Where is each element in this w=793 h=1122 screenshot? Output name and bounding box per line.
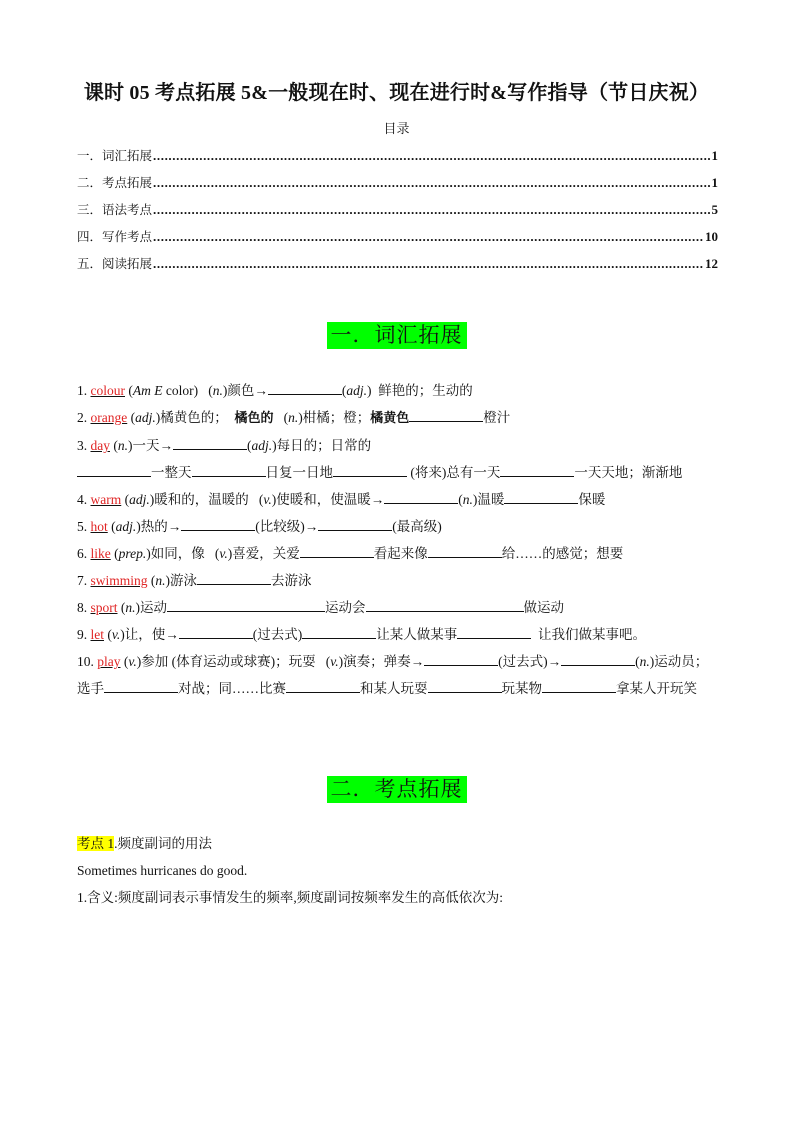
text-run: 7. [77,573,91,588]
headword: play [97,654,121,669]
answer-blank [192,462,266,477]
answer-blank [302,624,376,639]
text-run: 一整天 [151,465,192,480]
answer-blank [268,380,342,395]
text-run: 给……的感觉；想要 [501,546,624,561]
text-run: 玩某物 [501,681,542,696]
text-run: ( [120,654,129,669]
text-run: (将来)总有一天 [407,465,501,480]
text-run: ) 鲜艳的；生动的 [367,383,473,398]
toc-entry[interactable] [77,223,718,250]
italic-label: n. [125,600,136,615]
section-1-heading-wrap [0,322,793,349]
toc-dot-leader [153,250,704,277]
toc-dot-leader [153,196,710,223]
answer-blank [424,651,498,666]
text-run: )如同，像 ( [146,546,220,561]
text-run: ( [125,383,133,398]
headword: warm [90,492,122,507]
text-run: )参加 (体育运动或球赛)；玩耍 ( [136,654,331,669]
answer-blank [77,462,151,477]
key-point-section [77,830,718,911]
text-run: 运动会 [325,600,366,615]
vocab-item [77,594,718,621]
answer-blank [561,651,635,666]
text-run: 日复一日地 [265,465,333,480]
vocab-item [77,377,718,404]
toc-title: 目录 [383,122,410,137]
answer-blank [384,489,458,504]
text-run: ( [247,438,252,453]
toc-entry-page: 12 [705,256,718,271]
text-run: (最高级) [392,519,442,534]
toc-dot-leader [153,142,710,169]
answer-blank [104,678,178,693]
text-run: 10. [77,654,98,669]
italic-label: n. [462,492,473,507]
text-run: 保暖 [578,492,606,507]
text-run: (过去式)→ [498,654,562,669]
italic-label: v. [330,654,339,669]
vocab-item [77,567,718,594]
answer-blank [500,462,574,477]
italic-label: n. [288,410,299,425]
text-run: 6. [77,546,91,561]
answer-blank [428,678,502,693]
answer-blank [318,516,392,531]
text-run: 对战；同……比赛 [178,681,286,696]
key-point-title-line [77,830,718,857]
text-run: )柑橘；橙； [298,410,371,425]
key-point-tag: 考点 1 [77,836,115,851]
answer-blank [300,543,374,558]
toc-entry[interactable] [77,196,718,223]
text-run: 一天天地；渐渐地 [574,465,683,480]
text-run: ( [110,438,118,453]
text-run: )橘黄色的； [155,410,235,425]
text-run: )颜色→ [222,383,268,398]
text-run: )一天→ [128,438,173,453]
text-run: 9. [77,627,91,642]
text-run: 5. [77,519,91,534]
text-run: 3. [77,438,91,453]
toc-entry-label: 三．语法考点 [77,202,153,217]
text-run: ( [635,654,640,669]
text-run: )运动员；选手 [77,654,709,696]
vocab-item [77,513,718,540]
text-run: ( [104,627,112,642]
toc-entry[interactable] [77,142,718,169]
text-run: ( [107,519,116,534]
italic-label: Am E [132,383,163,398]
text-run: 2. [77,410,91,425]
section-heading-vocabulary: 一．词汇拓展 [327,322,467,349]
text-run: )使暖和，使温暖→ [271,492,385,507]
answer-blank [542,678,616,693]
answer-blank [179,624,253,639]
headword: let [90,627,104,642]
italic-label: prep. [118,546,147,561]
vocab-item [77,486,718,513]
text-run: 做运动 [523,600,564,615]
text-run: 去游泳 [271,573,312,588]
headword: hot [90,519,108,534]
answer-blank [181,516,255,531]
document-title: 课时 05 考点拓展 5&一般现在时、现在进行时&写作指导（节日庆祝） [83,82,710,104]
italic-label: v. [128,654,137,669]
vocab-item [77,648,718,702]
text-run: )每日的；日常的 [272,438,372,453]
italic-label: n. [212,383,223,398]
text-run: ( [127,410,136,425]
text-run: (过去式) [252,627,303,642]
italic-label: v. [111,627,121,642]
headword: day [90,438,110,453]
italic-label: adj. [135,410,156,425]
answer-blank [333,462,407,477]
toc-dot-leader [153,223,704,250]
text-run: ( [110,546,119,561]
text-run: 橙汁 [483,410,511,425]
text-run: )喜爱，关爱 [227,546,300,561]
text-run: ( [147,573,156,588]
answer-blank [167,597,325,612]
toc-entry-label: 二．考点拓展 [77,175,153,190]
text-run: 1. [77,383,91,398]
answer-blank [428,543,502,558]
italic-label: adj. [129,492,150,507]
italic-label: adj. [115,519,137,534]
bold-text: 橘黄色 [370,411,410,426]
section-2-heading-wrap [0,776,793,803]
answer-blank [504,489,578,504]
toc-entry-page: 1 [711,175,718,190]
key-point-title: .频度副词的用法 [114,836,212,851]
text-run: (比较级)→ [255,519,319,534]
headword: swimming [90,573,148,588]
text-run: )热的→ [136,519,182,534]
headword: sport [90,600,118,615]
answer-blank [197,570,271,585]
toc-entry-page: 10 [705,229,718,244]
toc-entry-page: 5 [711,202,718,217]
text-run: ( [341,383,347,398]
answer-blank [286,678,360,693]
italic-label: n. [117,438,128,453]
text-run: 拿某人开玩笑 [616,681,697,696]
answer-blank [366,597,524,612]
toc-entry[interactable] [77,250,718,277]
text-run: 让某人做某事 [376,627,458,642]
text-run: 和某人玩耍 [360,681,428,696]
vocab-item [77,621,718,648]
text-run: ( [121,492,130,507]
text-run: ( [458,492,463,507]
vocab-item [77,404,718,432]
text-run: ( [273,410,289,425]
text-run: )运动 [135,600,167,615]
toc-entry-label: 一．词汇拓展 [77,148,153,163]
text-run: )温暖 [472,492,505,507]
toc-entry-label: 四．写作考点 [77,229,153,244]
italic-label: v. [219,546,228,561]
rule-text: 1.含义:频度副词表示事情发生的频率,频度副词按频率发生的高低依次为: [77,890,504,905]
headword: like [90,546,111,561]
toc-entry-label: 五．阅读拓展 [77,256,153,271]
vocab-item [77,459,718,486]
text-run: )游泳 [165,573,198,588]
headword: orange [90,410,128,425]
toc-entry-page: 1 [711,148,718,163]
toc-entry[interactable] [77,169,718,196]
headword: colour [90,383,125,398]
answer-blank [173,435,247,450]
vocab-item [77,540,718,567]
answer-blank [409,407,483,422]
italic-label: adj. [346,383,367,398]
example-sentence: Sometimes hurricanes do good. [77,863,248,878]
text-run: 8. [77,600,91,615]
text-run: 让我们做某事吧。 [531,627,646,642]
vocabulary-list [77,377,718,702]
italic-label: v. [263,492,272,507]
table-of-contents [77,142,718,277]
italic-label: n. [639,654,650,669]
bold-text: 橘色的 [234,411,274,426]
text-run: )让，使→ [120,627,179,642]
text-run: 4. [77,492,91,507]
answer-blank [457,624,531,639]
vocab-item [77,432,718,459]
text-run: )暖和的，温暖的 ( [149,492,264,507]
text-run: )演奏；弹奏→ [338,654,425,669]
text-run: color) ( [162,383,213,398]
italic-label: n. [155,573,166,588]
italic-label: adj. [251,438,273,453]
section-heading-key-points: 二．考点拓展 [327,776,467,803]
text-run: ( [117,600,126,615]
text-run: 看起来像 [373,546,428,561]
toc-dot-leader [153,169,710,196]
